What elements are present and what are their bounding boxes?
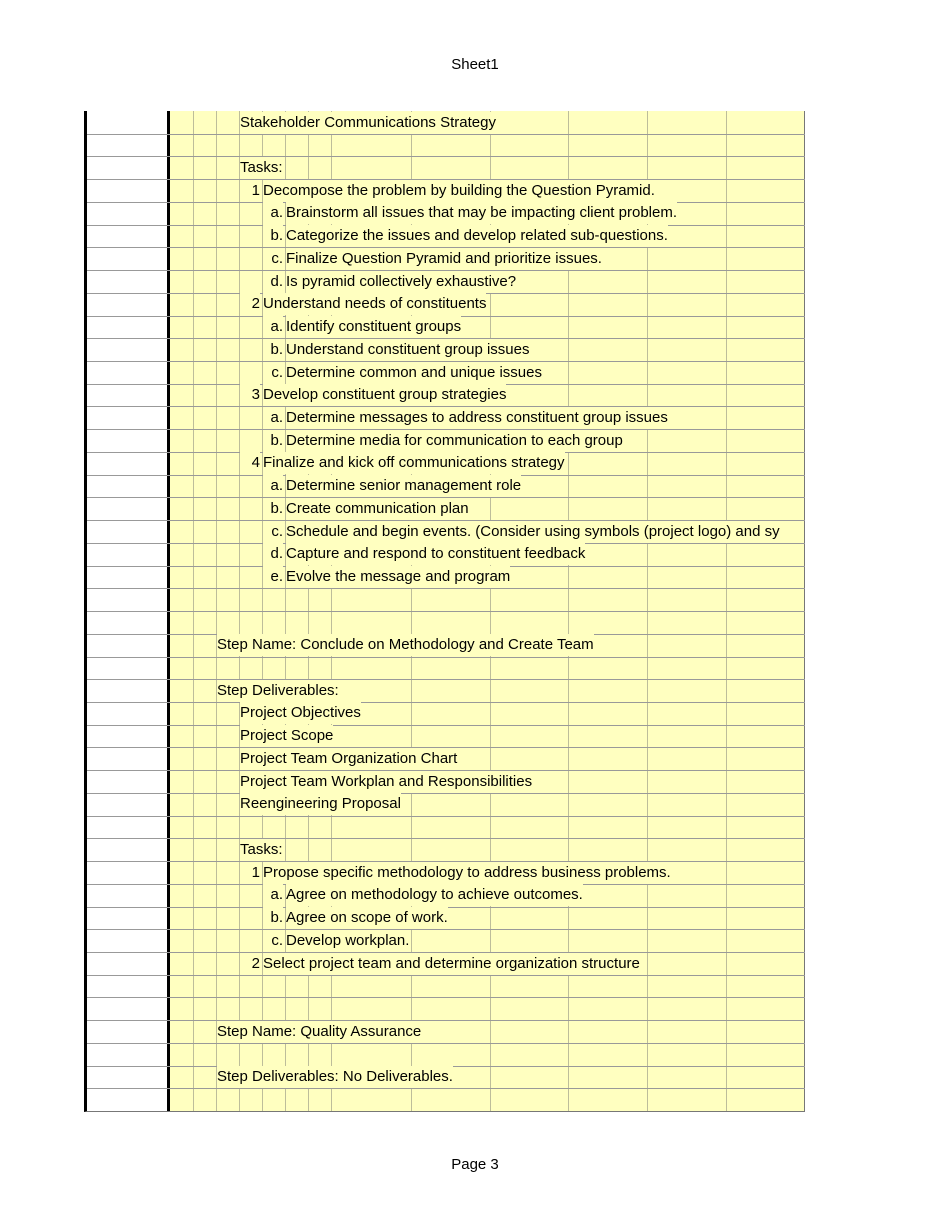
section-title-cell[interactable]: Stakeholder Communications Strategy	[240, 112, 496, 134]
subtask-text-cell[interactable]: Determine media for communication to each group	[286, 430, 623, 452]
subtask-letter-cell[interactable]: a.	[263, 202, 283, 224]
step-cell[interactable]: Step Name: Quality Assurance	[217, 1021, 421, 1043]
row-gridline	[87, 1111, 805, 1112]
row-gridline	[87, 725, 805, 726]
task-number-cell[interactable]: 3	[240, 384, 260, 406]
task-text-cell[interactable]: Develop constituent group strategies	[263, 384, 506, 406]
task-number-cell[interactable]: 2	[240, 293, 260, 315]
subtask-text-cell[interactable]: Agree on scope of work.	[286, 907, 448, 929]
spreadsheet-grid[interactable]	[84, 111, 805, 1112]
subtask-text-cell[interactable]: Develop workplan.	[286, 930, 409, 952]
row-gridline	[87, 997, 805, 998]
row-gridline	[87, 793, 805, 794]
tasks-heading-cell[interactable]: Tasks:	[240, 157, 283, 179]
subtask-letter-cell[interactable]: d.	[263, 543, 283, 565]
subtask-letter-cell[interactable]: c.	[263, 362, 283, 384]
task-text-cell[interactable]: Decompose the problem by building the Question Pyramid.	[263, 180, 655, 202]
row-gridline	[87, 657, 805, 658]
task-number-cell[interactable]: 2	[240, 953, 260, 975]
row-gridline	[87, 929, 805, 930]
deliverable-cell[interactable]: Project Objectives	[240, 702, 361, 724]
subtask-text-cell[interactable]: Determine messages to address constituent group issues	[286, 407, 668, 429]
subtask-text-cell[interactable]: Understand constituent group issues	[286, 339, 529, 361]
row-gridline	[87, 702, 805, 703]
row-gridline	[87, 611, 805, 612]
subtask-letter-cell[interactable]: b.	[263, 907, 283, 929]
subtask-letter-cell[interactable]: e.	[263, 566, 283, 588]
task-number-cell[interactable]: 1	[240, 862, 260, 884]
step-cell[interactable]: Step Name: Conclude on Methodology and Create Team	[217, 634, 594, 656]
subtask-text-cell[interactable]: Determine senior management role	[286, 475, 521, 497]
step-cell[interactable]: Step Deliverables: No Deliverables.	[217, 1066, 453, 1088]
row-gridline	[87, 679, 805, 680]
row-gridline	[87, 156, 805, 157]
subtask-text-cell[interactable]: Brainstorm all issues that may be impacting client problem.	[286, 202, 677, 224]
deliverable-cell[interactable]: Project Scope	[240, 725, 333, 747]
row-gridline	[87, 134, 805, 135]
subtask-letter-cell[interactable]: a.	[263, 407, 283, 429]
row-gridline	[87, 1020, 805, 1021]
row-gridline	[87, 1088, 805, 1089]
deliverable-cell[interactable]: Project Team Organization Chart	[240, 748, 457, 770]
subtask-text-cell[interactable]: Is pyramid collectively exhaustive?	[286, 271, 516, 293]
task-text-cell[interactable]: Understand needs of constituents	[263, 293, 486, 315]
subtask-text-cell[interactable]: Identify constituent groups	[286, 316, 461, 338]
subtask-letter-cell[interactable]: c.	[263, 930, 283, 952]
sheet-title: Sheet1	[451, 56, 499, 73]
row-gridline	[87, 975, 805, 976]
subtask-text-cell[interactable]: Agree on methodology to achieve outcomes.	[286, 884, 583, 906]
subtask-text-cell[interactable]: Categorize the issues and develop related sub-questions.	[286, 225, 668, 247]
subtask-letter-cell[interactable]: b.	[263, 339, 283, 361]
subtask-letter-cell[interactable]: a.	[263, 884, 283, 906]
step-cell[interactable]: Step Deliverables:	[217, 680, 339, 702]
subtask-letter-cell[interactable]: b.	[263, 498, 283, 520]
subtask-text-cell[interactable]: Schedule and begin events. (Consider using symbols (project logo) and sy	[286, 521, 780, 543]
subtask-letter-cell[interactable]: a.	[263, 475, 283, 497]
subtask-text-cell[interactable]: Determine common and unique issues	[286, 362, 542, 384]
row-gridline	[87, 588, 805, 589]
subtask-text-cell[interactable]: Create communication plan	[286, 498, 469, 520]
task-text-cell[interactable]: Select project team and determine organization structure	[263, 953, 640, 975]
subtask-letter-cell[interactable]: a.	[263, 316, 283, 338]
subtask-letter-cell[interactable]: b.	[263, 225, 283, 247]
subtask-letter-cell[interactable]: c.	[263, 248, 283, 270]
row-gridline	[87, 838, 805, 839]
deliverable-cell[interactable]: Project Team Workplan and Responsibilities	[240, 771, 532, 793]
task-number-cell[interactable]: 1	[240, 180, 260, 202]
subtask-text-cell[interactable]: Capture and respond to constituent feedback	[286, 543, 585, 565]
subtask-letter-cell[interactable]: c.	[263, 521, 283, 543]
task-number-cell[interactable]: 4	[240, 452, 260, 474]
deliverable-cell[interactable]: Reengineering Proposal	[240, 793, 401, 815]
row-gridline	[87, 1043, 805, 1044]
task-text-cell[interactable]: Propose specific methodology to address business problems.	[263, 862, 671, 884]
row-gridline	[87, 816, 805, 817]
page-number: Page 3	[451, 1156, 499, 1173]
subtask-letter-cell[interactable]: d.	[263, 271, 283, 293]
task-text-cell[interactable]: Finalize and kick off communications strategy	[263, 452, 565, 474]
subtask-letter-cell[interactable]: b.	[263, 430, 283, 452]
tasks-heading-cell[interactable]: Tasks:	[240, 839, 283, 861]
subtask-text-cell[interactable]: Finalize Question Pyramid and prioritize issues.	[286, 248, 602, 270]
subtask-text-cell[interactable]: Evolve the message and program	[286, 566, 510, 588]
